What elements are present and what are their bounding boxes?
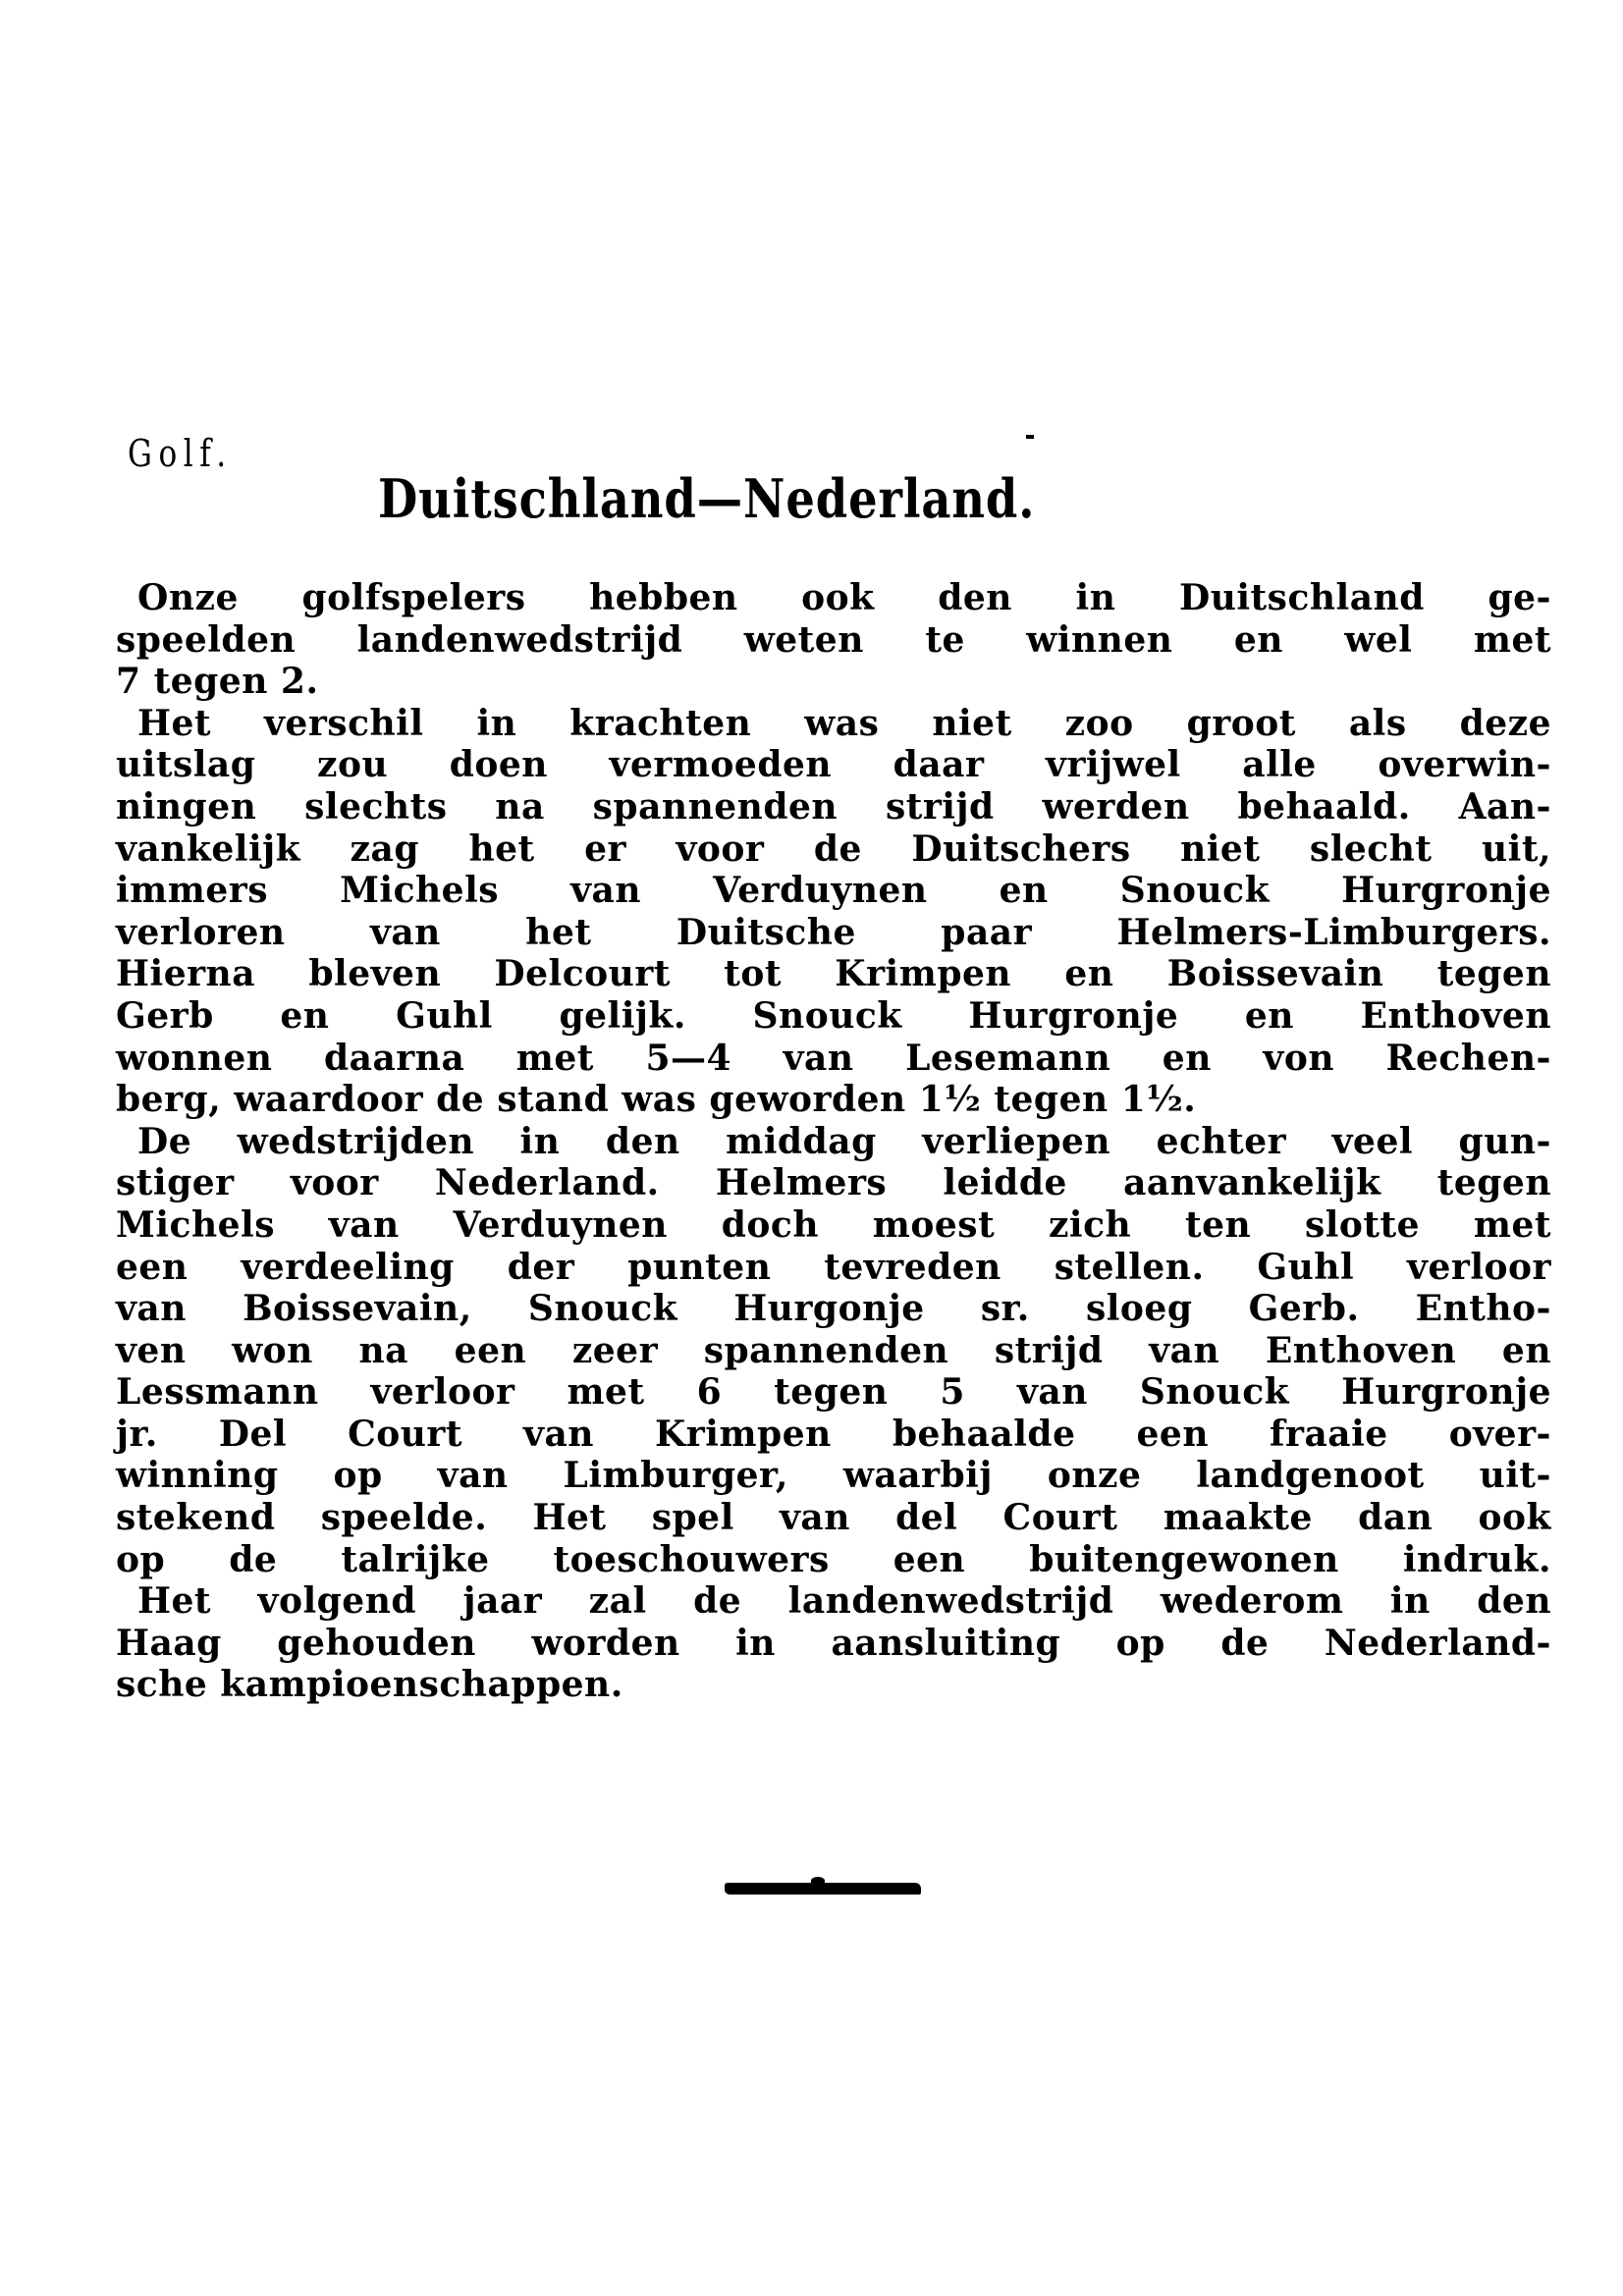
article-line: uitslag zou doen vermoeden daar vrijwel alle overwin-: [116, 744, 1551, 786]
article-line: jr. Del Court van Krimpen behaalde een fraaie over-: [116, 1413, 1551, 1455]
article-line: Gerb en Guhl gelijk. Snouck Hurgronje en Enthoven: [116, 994, 1551, 1037]
article-line: De wedstrijden in den middag verliepen echter veel gun-: [137, 1120, 1551, 1162]
article-line: Michels van Verduynen doch moest zich ten slotte met: [116, 1203, 1551, 1246]
end-ornament-rule: [725, 1883, 921, 1895]
print-speck: [1026, 435, 1034, 439]
article-line: Hierna bleven Delcourt tot Krimpen en Boissevain tegen: [116, 953, 1551, 995]
article-line: verloren van het Duitsche paar Helmers-Limburgers.: [116, 911, 1551, 953]
article-line: Haag gehouden worden in aansluiting op de Nederland-: [116, 1622, 1551, 1664]
article-line: wonnen daarna met 5—4 van Lesemann en von Rechen-: [116, 1037, 1551, 1079]
article-line: Onze golfspelers hebben ook den in Duitschland ge-: [137, 577, 1551, 618]
article-line: berg, waardoor de stand was geworden 1½ tegen 1½.: [116, 1079, 1197, 1121]
article-line: 7 tegen 2.: [116, 661, 319, 703]
article-line: immers Michels van Verduynen en Snouck Hurgronje: [116, 870, 1551, 912]
article-line: speelden landenwedstrijd weten te winnen en wel met: [116, 618, 1551, 661]
article-line: op de talrijke toeschouwers een buitengewonen indruk.: [116, 1538, 1551, 1580]
article-line: van Boissevain, Snouck Hurgonje sr. sloeg Gerb. Entho-: [116, 1288, 1551, 1330]
article-line: sche kampioenschappen.: [116, 1664, 623, 1706]
article-line: ningen slechts na spannenden strijd werden behaald. Aan-: [116, 785, 1551, 828]
article-line: vankelijk zag het er voor de Duitschers niet slecht uit,: [116, 828, 1551, 870]
article-body: [116, 577, 1551, 1706]
article-line: stekend speelde. Het spel van del Court maakte dan ook: [116, 1497, 1551, 1539]
article-headline: Duitschland—Nederland.: [378, 467, 1036, 530]
article-line: stiger voor Nederland. Helmers leidde aanvankelijk tegen: [116, 1162, 1551, 1204]
section-label: Golf.: [128, 432, 233, 475]
article-line: Het verschil in krachten was niet zoo groot als deze: [137, 702, 1551, 744]
article-line: ven won na een zeer spannenden strijd van Enthoven en: [116, 1329, 1551, 1371]
article-line: een verdeeling der punten tevreden stellen. Guhl verloor: [116, 1246, 1551, 1288]
article-line: Het volgend jaar zal de landenwedstrijd wederom in den: [137, 1580, 1551, 1623]
article-line: Lessmann verloor met 6 tegen 5 van Snouck Hurgronje: [116, 1371, 1551, 1414]
article-line: winning op van Limburger, waarbij onze landgenoot uit-: [116, 1455, 1551, 1497]
